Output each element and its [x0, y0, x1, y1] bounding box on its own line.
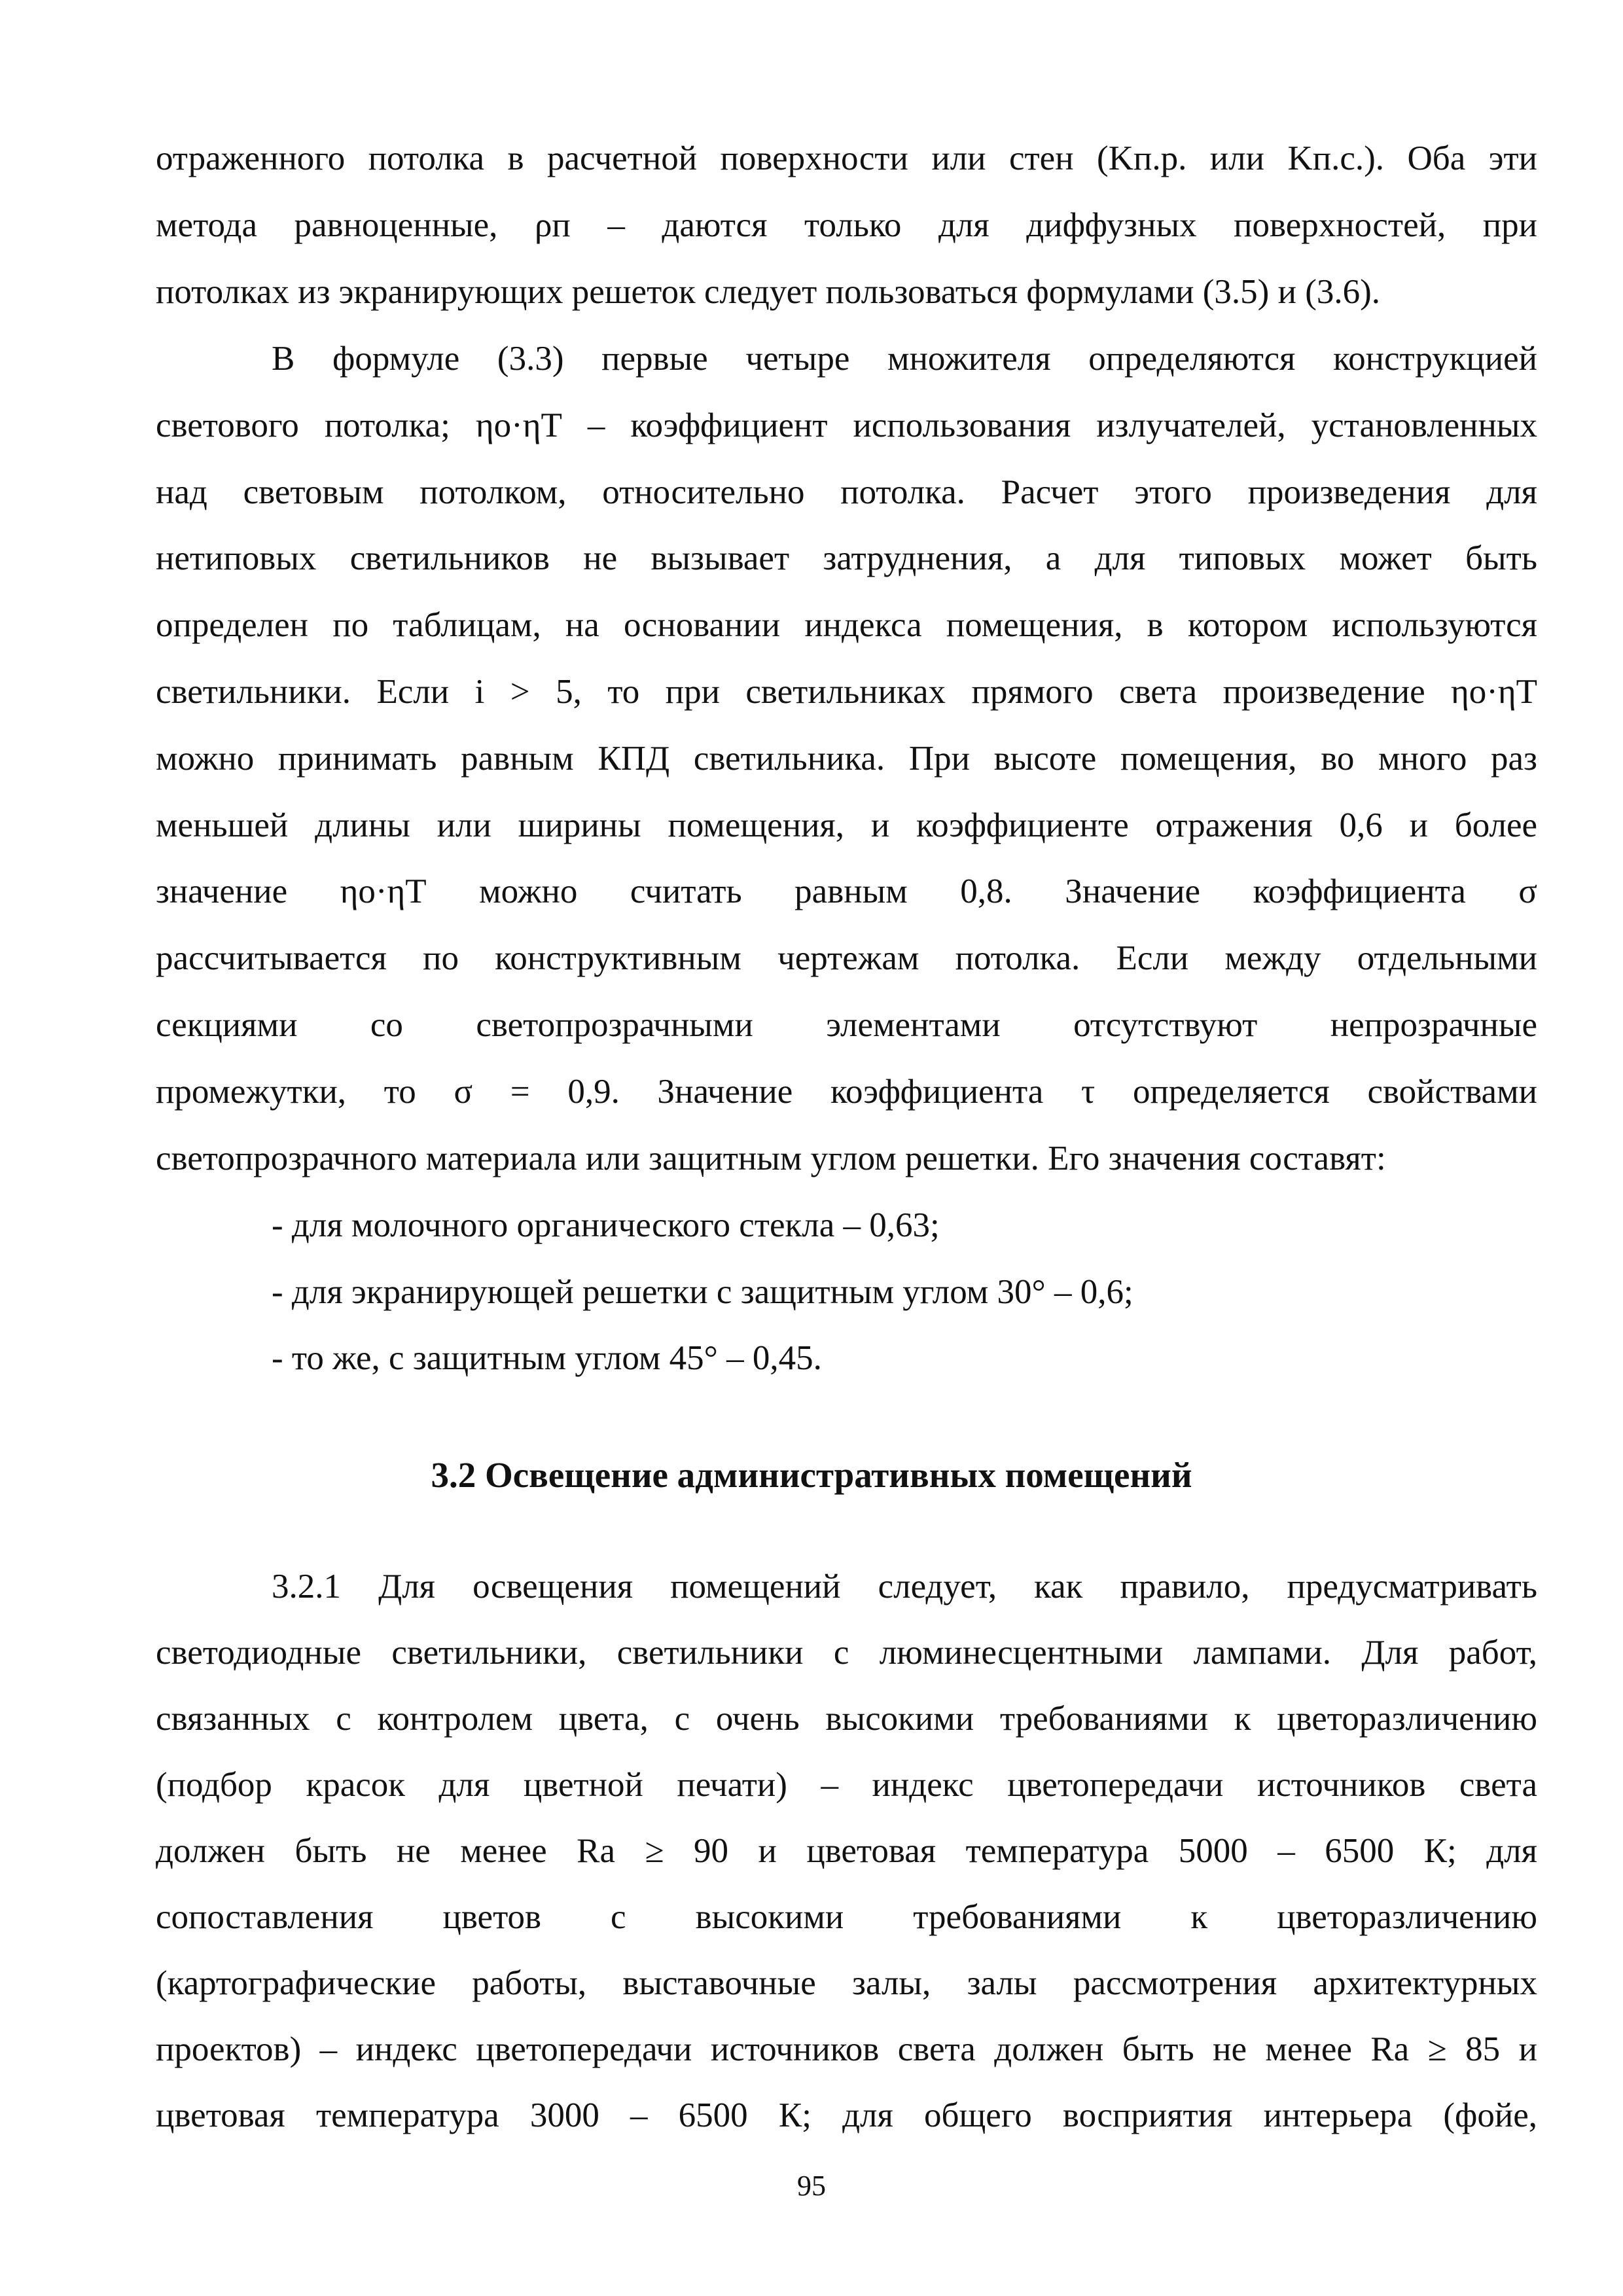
list-item: - то же, с защитным углом 45° – 0,45. [272, 1339, 822, 1377]
paragraph-line: над световым потолком, относительно потолка. Расчет этого произведения для [156, 473, 1537, 511]
paragraph-line: светодиодные светильники, светильники с люминесцентными лампами. Для работ, [156, 1634, 1537, 1672]
paragraph-line: светильники. Если i > 5, то при светильниках прямого света произведение ηо·ηТ [156, 673, 1537, 711]
paragraph-line: проектов) – индекс цветопередачи источников света должен быть не менее Ra ≥ 85 и [156, 2030, 1537, 2068]
paragraph-line: меньшей длины или ширины помещения, и коэффициенте отражения 0,6 и более [156, 806, 1537, 844]
paragraph-line: рассчитывается по конструктивным чертежам потолка. Если между отдельными [156, 939, 1537, 977]
paragraph-line: сопоставления цветов с высокими требованиями к цветоразличению [156, 1898, 1537, 1936]
paragraph-line: светопрозрачного материала или защитным углом решетки. Его значения составят: [156, 1139, 1386, 1177]
paragraph-line: цветовая температура 3000 – 6500 К; для общего восприятия интерьера (фойе, [156, 2096, 1537, 2134]
paragraph-line: значение ηо·ηТ можно считать равным 0,8. Значение коэффициента σ [156, 872, 1537, 910]
paragraph-line: В формуле (3.3) первые четыре множителя определяются конструкцией [272, 340, 1537, 378]
paragraph-line: потолках из экранирующих решеток следует пользоваться формулами (3.5) и (3.6). [156, 273, 1380, 311]
paragraph-line: метода равноценные, ρп – даются только для диффузных поверхностей, при [156, 206, 1537, 244]
paragraph-line: отраженного потолка в расчетной поверхности или стен (Kп.р. или Kп.с.). Оба эти [156, 139, 1537, 177]
paragraph-line: можно принимать равным КПД светильника. При высоте помещения, во много раз [156, 740, 1537, 778]
paragraph-line: промежутки, то σ = 0,9. Значение коэффициента τ определяется свойствами [156, 1073, 1537, 1111]
list-item: - для молочного органического стекла – 0,63; [272, 1206, 940, 1244]
paragraph-line: должен быть не менее Ra ≥ 90 и цветовая температура 5000 – 6500 К; для [156, 1832, 1537, 1870]
list-item: - для экранирующей решетки с защитным углом 30° – 0,6; [272, 1273, 1133, 1311]
paragraph-line: связанных с контролем цвета, с очень высокими требованиями к цветоразличению [156, 1700, 1537, 1738]
section-heading: 3.2 Освещение административных помещений [431, 1455, 1192, 1495]
page-number: 95 [797, 2170, 826, 2202]
paragraph-line: определен по таблицам, на основании индекса помещения, в котором используются [156, 606, 1537, 644]
paragraph-line: 3.2.1 Для освещения помещений следует, как правило, предусматривать [272, 1568, 1537, 1605]
paragraph-line: (подбор красок для цветной печати) – индекс цветопередачи источников света [156, 1766, 1537, 1804]
paragraph-line: светового потолка; ηо·ηТ – коэффициент использования излучателей, установленных [156, 406, 1537, 444]
paragraph-line: нетиповых светильников не вызывает затруднения, а для типовых может быть [156, 539, 1537, 577]
paragraph-line: (картографические работы, выставочные залы, залы рассмотрения архитектурных [156, 1964, 1537, 2002]
paragraph-line: секциями со светопрозрачными элементами отсутствуют непрозрачные [156, 1006, 1537, 1044]
